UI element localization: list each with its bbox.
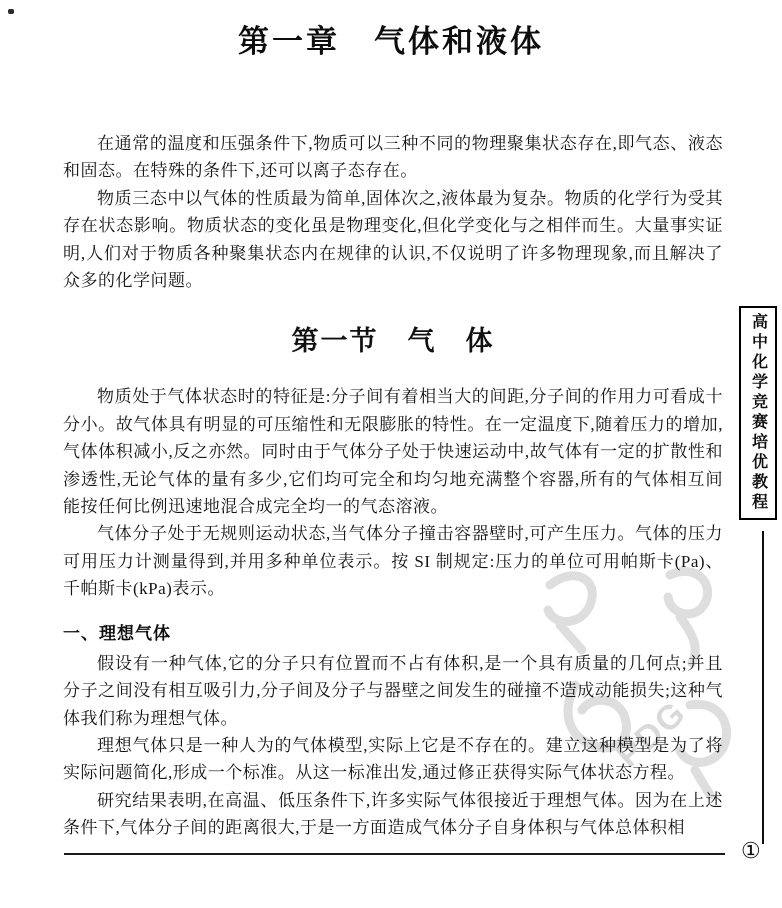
page-number: ①: [741, 838, 761, 863]
paragraph-gas-2: 气体分子处于无规则运动状态,当气体分子撞击容器壁时,可产生压力。气体的压力可用压力计测量得到,并用多种单位表示。按 SI 制规定:压力的单位可用帕斯卡(Pa)、千帕斯卡(kPa)表示。: [63, 524, 723, 599]
watermark-pdg-label: PDG: [609, 693, 694, 775]
subsection-heading-ideal-gas: 一、理想气体: [63, 623, 171, 643]
paragraph-ideal-gas-1: 假设有一种气体,它的分子只有位置而不占有体积,是一个具有质量的几何点;并且分子之间没有相互吸引力,分子间及分子与器壁之间发生的碰撞不造成动能损失;这种气体我们称为理想气体。: [63, 653, 723, 728]
paragraph-intro-2: 物质三态中以气体的性质最为简单,固体次之,液体最为复杂。物质的化学行为受其存在状态影响。物质状态的变化虽是物理变化,但化学变化与之相伴而生。大量事实证明,人们对于物质各种聚集状态内在规律的认识,不仅说明了许多物理现象,而且解决了众多的化学问题。: [63, 188, 723, 291]
right-margin-rule: [762, 531, 764, 844]
scan-artifact-speck: [8, 9, 14, 14]
paragraph-gas-1: 物质处于气体状态时的特征是:分子间有着相当大的间距,分子间的作用力可看成十分小。故气体具有明显的可压缩性和无限膨胀的特性。在一定温度下,随着压力的增加,气体体积减小,反之亦然。同时由于气体分子处于快速运动中,故气体有一定的扩散性和渗透性,无论气体的量有多少,它们均可完全和均匀地充满整个容器,所有的气体相互间能按任何比例迅速地混合成完全均一的气态溶液。: [63, 387, 723, 517]
footer-rule: [64, 853, 725, 855]
sidebar-book-title: 高中化学竞赛培优教程: [749, 313, 767, 513]
page-body: [63, 130, 723, 842]
paragraph-ideal-gas-2: 理想气体只是一种人为的气体模型,实际上它是不存在的。建立这种模型是为了将实际问题简化,形成一个标准。从这一标准出发,通过修正获得实际气体状态方程。: [63, 735, 723, 783]
sidebar-book-title-box: [739, 306, 777, 520]
paragraph-ideal-gas-3: 研究结果表明,在高温、低压条件下,许多实际气体很接近于理想气体。因为在上述条件下,气体分子间的距离很大,于是一方面造成气体分子自身体积与气体总体积相: [63, 790, 723, 838]
section-title: 第一节 气 体: [291, 326, 495, 357]
paragraph-intro-1: 在通常的温度和压强条件下,物质可以三种不同的物理聚集状态存在,即气态、液态和固态。在特殊的条件下,还可以离子态存在。: [63, 134, 723, 181]
chapter-title: 第一章 气体和液体: [238, 24, 544, 59]
